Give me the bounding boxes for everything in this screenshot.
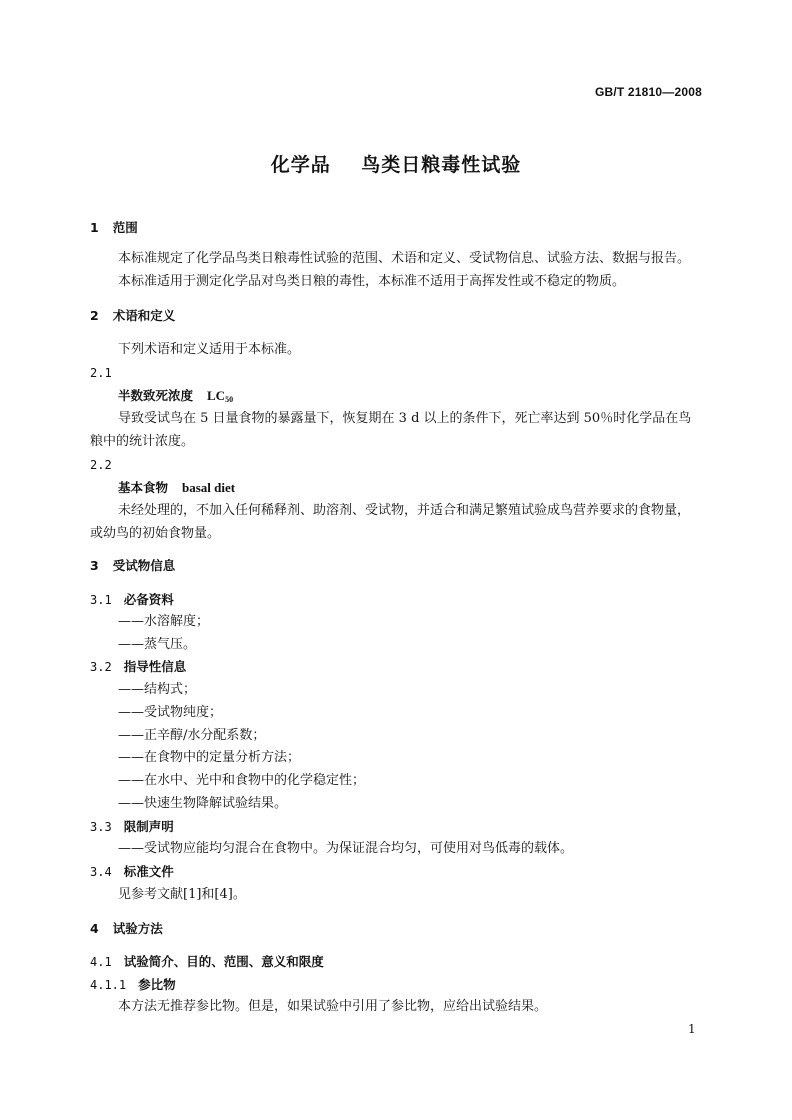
page-number: 1 [688,1022,696,1036]
subsection-heading [90,953,324,971]
subsection-number: 3.2 [90,660,112,674]
subsection-number: 4.1 [90,955,112,969]
list-item: ——在水中、光中和食物中的化学稳定性； [118,773,366,788]
subsection-title: 参比物 [138,977,176,992]
list-item: ——受试物纯度； [118,705,223,720]
subsection-heading [90,591,174,609]
definition-line: 或幼鸟的初始食物量。 [90,526,221,541]
list-item: ——快速生物降解试验结果。 [118,796,288,811]
subsection-heading [90,976,176,994]
list-item: ——蒸气压。 [118,637,197,652]
list-item: ——在食物中的定量分析方法； [118,750,301,765]
subsection-number: 4.1.1 [90,978,127,992]
subsection-number: 3.3 [90,820,112,834]
paragraph: 见参考文献[1]和[4]。 [118,887,246,902]
subsection-title: 指导性信息 [123,659,187,674]
paragraph: ——受试物应能均匀混合在食物中。为保证混合均匀，可使用对鸟低毒的载体。 [118,841,574,856]
subsection-heading [90,658,186,676]
paragraph: 本标准适用于测定化学品对鸟类日粮的毒性，本标准不适用于高挥发性或不稳定的物质。 [118,274,626,289]
standard-code: GB/T 21810—2008 [594,85,702,99]
term-cn: 半数致死浓度 [118,388,194,403]
section-title: 受试物信息 [112,558,176,573]
section-4-heading [90,920,163,938]
term-subscript: 50 [225,395,234,404]
section-title: 术语和定义 [112,308,176,323]
document-title: 化学品 鸟类日粮毒性试验 [270,154,522,176]
subsection-heading [90,863,174,881]
definition-line: 导致受试鸟在 5 日量食物的暴露量下，恢复期在 3 d 以上的条件下，死亡率达到 50％时化学品在鸟 [118,411,692,426]
list-item: ——结构式； [118,682,197,697]
subsection-heading [90,818,174,836]
term-en: $LC_{50}$ [207,388,234,404]
section-title: 试验方法 [112,921,163,936]
paragraph: 本标准规定了化学品鸟类日粮毒性试验的范围、术语和定义、受试物信息、试验方法、数据与报告。 [118,251,691,266]
section-number: 1 [90,220,99,235]
clause-number: 2.2 [90,458,112,472]
list-item: ——水溶解度； [118,614,210,629]
term-entry [118,479,235,497]
subsection-title: 必备资料 [123,592,174,607]
term-en: basal diet [182,480,236,495]
section-number: 3 [90,558,99,573]
section-number: 2 [90,308,99,323]
subsection-title: 限制声明 [123,819,174,834]
definition-line: 未经处理的，不加入任何稀释剂、助溶剂、受试物，并适合和满足繁殖试验成鸟营养要求的食物量， [118,503,691,518]
section-title: 范围 [112,220,138,235]
section-2-heading [90,307,175,325]
section-3-heading [90,557,175,575]
paragraph: 下列术语和定义适用于本标准。 [118,342,301,357]
clause-number: 2.1 [90,366,112,380]
definition-line: 粮中的统计浓度。 [90,434,195,449]
section-1-heading [90,219,138,237]
list-item: ——正辛醇/水分配系数； [118,728,266,743]
subsection-number: 3.4 [90,865,112,879]
term-entry [118,387,233,409]
section-number: 4 [90,921,99,936]
subsection-number: 3.1 [90,593,112,607]
subsection-title: 标准文件 [123,864,174,879]
term-cn: 基本食物 [118,480,169,495]
paragraph: 本方法无推荐参比物。但是，如果试验中引用了参比物，应给出试验结果。 [118,999,548,1014]
subsection-title: 试验简介、目的、范围、意义和限度 [123,954,324,969]
